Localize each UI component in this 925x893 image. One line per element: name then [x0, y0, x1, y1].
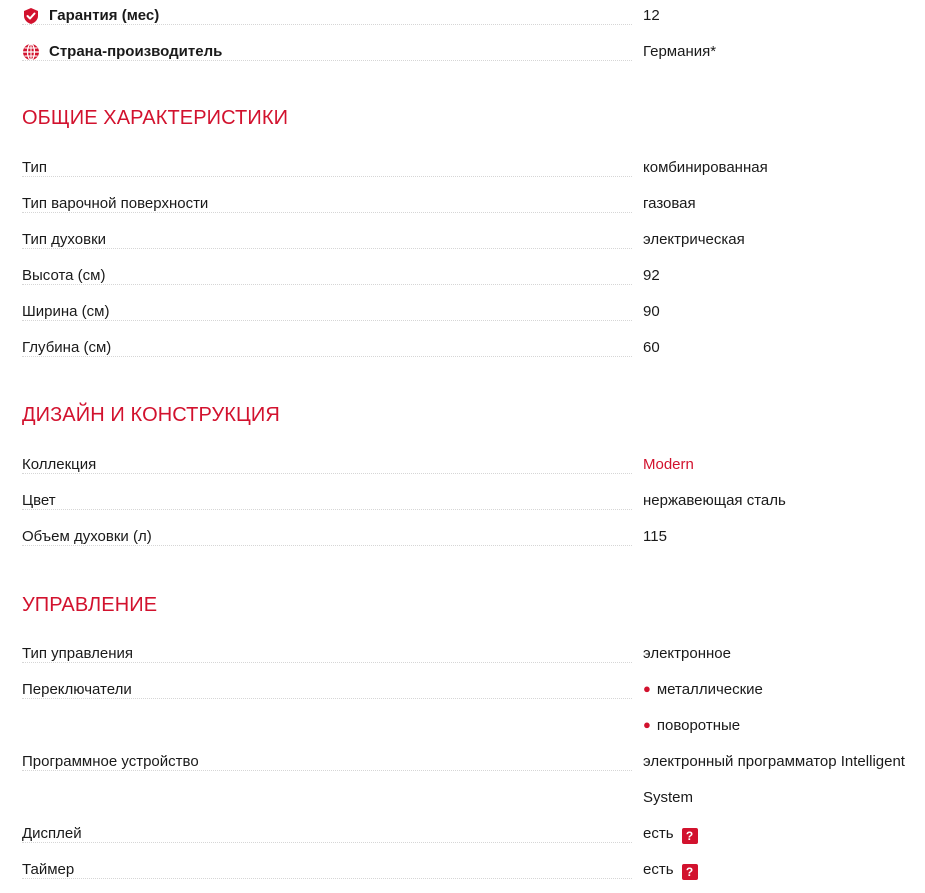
spec-row-country	[22, 34, 925, 70]
spec-label: Тип	[22, 159, 48, 176]
dotted-leader	[22, 662, 632, 663]
spec-label: Гарантия (мес)	[49, 7, 160, 24]
spec-row-warranty	[22, 0, 925, 34]
spec-label: Программное устройство	[22, 753, 199, 770]
dotted-leader	[22, 212, 632, 213]
spec-value: 60	[643, 339, 660, 356]
spec-row	[22, 150, 925, 186]
spec-row-continuation	[22, 708, 925, 744]
spec-label: Объем духовки (л)	[22, 528, 152, 545]
spec-value: 115	[643, 528, 667, 545]
spec-value-item	[643, 672, 763, 708]
help-icon[interactable]: ?	[682, 828, 698, 844]
spec-row	[22, 852, 925, 888]
spec-row-continuation	[22, 780, 925, 816]
spec-row	[22, 636, 925, 672]
spec-label: Страна-производитель	[49, 43, 223, 60]
dotted-leader	[22, 473, 632, 474]
spec-label: Тип варочной поверхности	[22, 195, 209, 212]
dotted-leader	[22, 60, 632, 61]
spec-label: Цвет	[22, 492, 56, 509]
spec-label: Таймер	[22, 861, 75, 878]
dotted-leader	[22, 176, 632, 177]
spec-value-text: есть	[643, 825, 674, 842]
dotted-leader	[22, 878, 632, 879]
spec-row	[22, 222, 925, 258]
dotted-leader	[22, 248, 632, 249]
dotted-leader	[22, 284, 632, 285]
spec-row	[22, 816, 925, 852]
globe-icon	[22, 43, 40, 61]
dotted-leader	[22, 770, 632, 771]
dotted-leader	[22, 509, 632, 510]
dotted-leader	[22, 320, 632, 321]
dotted-leader	[22, 842, 632, 843]
spec-value: 90	[643, 303, 660, 320]
dotted-leader	[22, 24, 632, 25]
bullet-icon: ●	[643, 717, 651, 732]
spec-value: электронный программатор Intelligent	[643, 753, 905, 770]
spec-value: нержавеющая сталь	[643, 492, 786, 509]
spec-value: электронное	[643, 645, 731, 662]
spec-row	[22, 483, 925, 519]
section-title-general: ОБЩИЕ ХАРАКТЕРИСТИКИ	[22, 107, 289, 129]
collection-link[interactable]: Modern	[643, 456, 694, 473]
spec-label: Тип управления	[22, 645, 133, 662]
spec-label: Высота (см)	[22, 267, 106, 284]
spec-row	[22, 258, 925, 294]
spec-value: System	[643, 789, 694, 806]
spec-row	[22, 744, 925, 780]
spec-row	[22, 672, 925, 708]
dotted-leader	[22, 356, 632, 357]
spec-value: электрическая	[643, 231, 745, 248]
spec-row	[22, 186, 925, 222]
spec-value-item	[643, 852, 698, 888]
help-icon[interactable]: ?	[682, 864, 698, 880]
section-title-controls: УПРАВЛЕНИЕ	[22, 594, 158, 616]
spec-value: газовая	[643, 195, 696, 212]
spec-value: 12	[643, 7, 660, 24]
section-title-design: ДИЗАЙН И КОНСТРУКЦИЯ	[22, 404, 280, 426]
spec-value: Германия*	[643, 43, 717, 60]
spec-value-text: поворотные	[656, 717, 741, 734]
spec-value: комбинированная	[643, 159, 768, 176]
spec-row	[22, 447, 925, 483]
dotted-leader	[22, 545, 632, 546]
bullet-icon: ●	[643, 681, 651, 696]
dotted-leader	[22, 698, 632, 699]
spec-row	[22, 294, 925, 330]
spec-label: Ширина (см)	[22, 303, 110, 320]
spec-label: Глубина (см)	[22, 339, 112, 356]
spec-label: Тип духовки	[22, 231, 107, 248]
spec-label: Переключатели	[22, 681, 132, 698]
spec-value-item	[643, 816, 698, 852]
spec-row	[22, 330, 925, 366]
spec-value-text: металлические	[656, 681, 763, 698]
spec-row	[22, 519, 925, 555]
spec-label: Дисплей	[22, 825, 82, 842]
spec-value-text: есть	[643, 861, 674, 878]
spec-value-item	[643, 708, 740, 744]
spec-label: Коллекция	[22, 456, 97, 473]
spec-value: 92	[643, 267, 660, 284]
shield-check-icon	[22, 7, 40, 25]
